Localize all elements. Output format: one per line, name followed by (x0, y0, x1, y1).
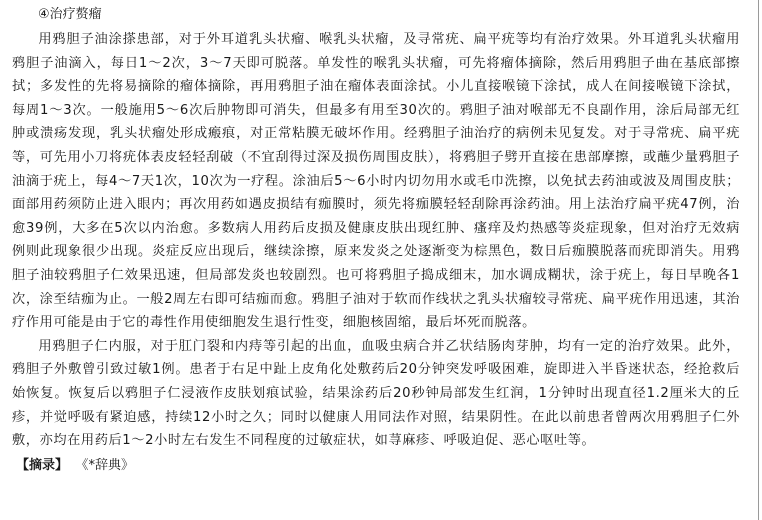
section-heading: ④治疗赘瘤 (38, 7, 102, 22)
page-border-line (758, 0, 759, 520)
excerpt-tag: 【摘录】 (16, 457, 69, 473)
paragraph-topical-treatment: 用鸦胆子油涂搽患部，对于外耳道乳头状瘤、喉乳头状瘤，及寻常疣、扁平疣等均有治疗效果。外耳道乳头状瘤用鸦胆子油滴入，每日1～2次，3～7天即可脱落。单发性的喉乳头状瘤，可先将瘤体摘除，然后用鸦胆子曲在基底部擦拭；多发性的先将易摘除的瘤体摘除，再用鸦胆子油在瘤体表面涂拭。小儿直接喉镜下涂拭，成人在间接喉镜下涂拭，每周1～3次。一般施用5～6次后肿物即可消失，但最多有用至30次的。鸦胆子油对喉部无不良副作用，涂后局部无红肿或溃疡发现，乳头状瘤处形成瘢痕，对正常粘膜无破坏作用。经鸦胆子油治疗的病例未见复发。对于寻常疣、扁平疣等，可先用小刀将疣体表皮轻轻刮破（不宜刮得过深及损伤周围皮肤），将鸦胆子劈开直接在患部摩擦，或蘸少量鸦胆子油滴于疣上，每4～7天1次，10次为一疗程。涂油后5～6小时内切勿用水或毛巾洗擦，以免拭去药油或波及周围皮肤；面部用药须防止进入眼内；再次用药如遇皮损结有痂膜时，须先将痂膜轻轻刮除再涂药油。用上法治疗扁平疣47例，治愈39例，大多在5次以内治愈。多数病人用药后皮损及健康皮肤出现红肿、瘙痒及灼热感等炎症现象，但对治疗无效病例则此现象很少出现。炎症反应出现后，继续涂擦，原来发炎之处逐渐变为棕黑色，数日后痂膜脱落而疣即消失。用鸦胆子油较鸦胆子仁效果迅速，但局部发炎也较剧烈。也可将鸦胆子捣成细末，加水调成糊状，涂于疣上，每日早晚各1次，涂至结痂为止。一般2周左右即可结痂而愈。鸦胆子油对于软而作线状之乳头状瘤较寻常疣、扁平疣作用迅速，其治疗作用可能是由于它的毒性作用使细胞发生退行性变，细胞核固缩，最后坏死而脱落。 (12, 32, 740, 331)
paragraph-oral-and-allergy: 用鸦胆子仁内服，对于肛门裂和内痔等引起的出血，血吸虫病合并乙状结肠肉芽肿，均有一定的治疗效果。此外，鸦胆子外敷曾引致过敏1例。患者于右足中趾上皮角化处敷药后20分钟突发呼吸困难，旋即进入半昏迷状态，经抢救后始恢复。恢复后以鸦胆子仁浸液作皮肤划痕试验，结果涂药后20秒钟局部发生红润，1分钟时出现直径1.2厘米大的丘疹，并觉呼吸有紧迫感，持续12小时之久；同时以健康人用同法作对照，结果阴性。在此以前患者曾两次用鸦胆子仁外敷，亦均在用药后1～2小时左右发生不同程度的过敏症状，如荨麻疹、呼吸迫促、恶心呕吐等。 (12, 338, 740, 449)
excerpt-source: 《*辞典》 (82, 457, 135, 473)
excerpt-footer (16, 455, 740, 477)
document-content (12, 4, 740, 477)
